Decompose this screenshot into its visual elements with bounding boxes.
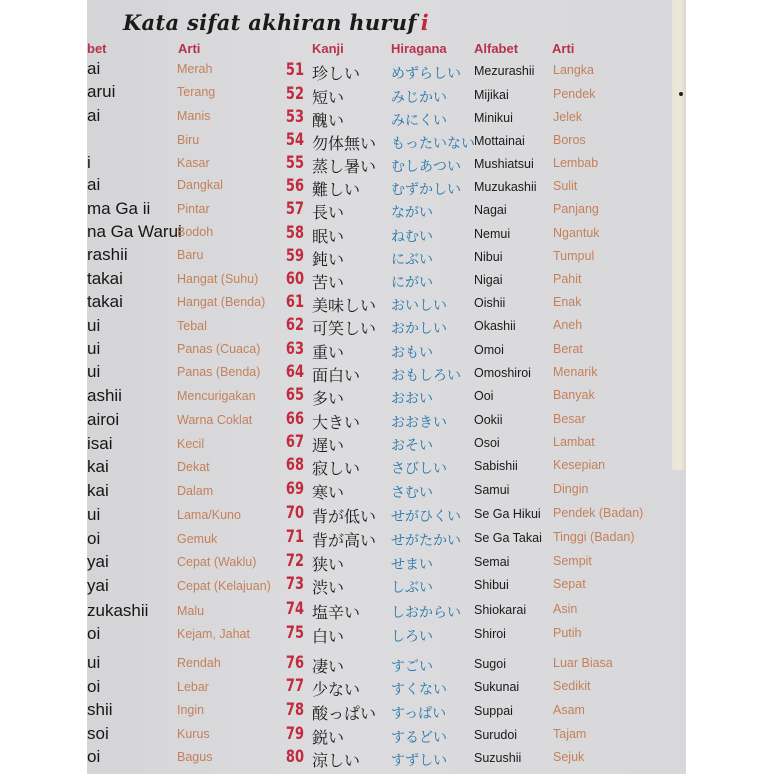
table-row [0, 385, 774, 411]
left-alfabet: oi [87, 677, 101, 696]
left-arti: Panas (Cuaca) [177, 342, 261, 356]
left-alfabet: oi [87, 747, 101, 766]
left-arti: Warna Coklat [177, 413, 253, 427]
kanji-cell: 短い [312, 88, 345, 107]
row-number: 53 [285, 107, 304, 127]
left-arti: Cepat (Kelajuan) [177, 579, 271, 593]
row-number: 78 [285, 700, 304, 720]
row-number: 72 [285, 551, 304, 571]
left-arti: Kejam, Jahat [177, 627, 250, 641]
left-alfabet: oi [87, 529, 101, 548]
table-row [0, 199, 774, 225]
left-alfabet: yai [87, 576, 109, 595]
table-row [0, 551, 774, 577]
left-arti: Merah [177, 62, 213, 76]
row-number: 54 [285, 130, 304, 150]
alfabet-cell: Semai [474, 555, 510, 569]
left-arti: Gemuk [177, 532, 218, 546]
table-row [0, 574, 774, 600]
left-arti: Dalam [177, 484, 214, 498]
row-number: 76 [285, 653, 304, 673]
table-row [0, 653, 774, 679]
arti-cell: Lambat [553, 435, 595, 449]
hiragana-cell: しぶい [391, 580, 433, 596]
table-row [0, 60, 774, 86]
left-alfabet: ma Ga ii [87, 199, 151, 218]
table-row [0, 130, 774, 156]
arti-cell: Dingin [553, 482, 589, 496]
left-alfabet: airoi [87, 410, 120, 429]
arti-cell: Kesepian [553, 458, 606, 472]
left-alfabet: zukashii [87, 601, 149, 620]
row-number: 65 [285, 385, 304, 405]
left-arti: Hangat (Benda) [177, 295, 266, 309]
alfabet-cell: Nigai [474, 273, 503, 287]
alfabet-cell: Surudoi [474, 728, 518, 742]
kanji-cell: 背が高い [312, 531, 377, 550]
kanji-cell: 涼しい [312, 751, 361, 770]
left-alfabet: rashii [87, 245, 128, 264]
arti-cell: Asin [553, 602, 578, 616]
kanji-cell: 可笑しい [312, 319, 377, 338]
arti-cell: Lembab [553, 156, 599, 170]
table-row [0, 724, 774, 750]
row-number: 75 [285, 623, 304, 643]
left-alfabet: soi [87, 724, 109, 743]
row-number: 60 [285, 269, 304, 289]
hiragana-cell: おおきい [391, 415, 447, 431]
left-alfabet: ashii [87, 386, 122, 405]
left-arti: Baru [177, 248, 204, 262]
table-row [0, 432, 774, 458]
kanji-cell: 鈍い [312, 250, 345, 269]
left-arti: Rendah [177, 656, 221, 670]
left-alfabet: ai [87, 59, 101, 78]
left-alfabet: ui [87, 316, 101, 335]
table-row [0, 107, 774, 133]
arti-cell: Ngantuk [553, 226, 600, 240]
table-row [0, 700, 774, 726]
arti-cell: Pendek (Badan) [553, 506, 644, 520]
row-number: 62 [285, 315, 304, 335]
table-row [0, 455, 774, 481]
left-arti: Ingin [177, 703, 205, 717]
arti-cell: Berat [553, 342, 583, 356]
alfabet-cell: Sabishii [474, 459, 518, 473]
hiragana-cell: せまい [391, 557, 433, 573]
header-hiragana: Hiragana [391, 41, 447, 56]
row-number: 55 [285, 153, 304, 173]
hiragana-cell: せがひくい [391, 509, 461, 525]
left-arti: Bodoh [177, 225, 214, 239]
header-right-arti: Arti [552, 41, 575, 56]
hiragana-cell: みにくい [391, 113, 447, 129]
hiragana-cell: すっぱい [391, 706, 447, 722]
row-number: 57 [285, 199, 304, 219]
left-arti: Kasar [177, 156, 210, 170]
left-alfabet: i [87, 153, 91, 172]
arti-cell: Boros [553, 133, 586, 147]
arti-cell: Luar Biasa [553, 656, 613, 670]
left-arti: Cepat (Waklu) [177, 555, 257, 569]
row-number: 52 [285, 84, 304, 104]
alfabet-cell: Muzukashii [474, 180, 537, 194]
left-alfabet: oi [87, 624, 101, 643]
hiragana-cell: さむい [391, 485, 433, 501]
arti-cell: Besar [553, 412, 586, 426]
poster-title [123, 10, 429, 35]
kanji-cell: 鋭い [312, 728, 345, 747]
row-number: 68 [285, 455, 304, 475]
title-text: Kata sifat akhiran huruf [123, 10, 417, 35]
hiragana-cell: にぶい [391, 252, 433, 268]
alfabet-cell: Shibui [474, 578, 509, 592]
left-alfabet: na Ga Warui [87, 222, 182, 241]
arti-cell: Asam [553, 703, 585, 717]
arti-cell: Enak [553, 295, 582, 309]
hiragana-cell: もったいない [391, 136, 475, 152]
kanji-cell: 難しい [312, 180, 361, 199]
left-alfabet: ui [87, 362, 101, 381]
left-arti: Terang [177, 85, 216, 99]
alfabet-cell: Omoshiroi [474, 366, 531, 380]
table-row [0, 409, 774, 435]
alfabet-cell: Nibui [474, 250, 503, 264]
kanji-cell: 狭い [312, 555, 345, 574]
alfabet-cell: Nagai [474, 203, 507, 217]
arti-cell: Tajam [553, 727, 587, 741]
alfabet-cell: Okashii [474, 319, 516, 333]
hiragana-cell: おそい [391, 438, 433, 454]
hiragana-cell: おかしい [391, 321, 447, 337]
kanji-cell: 苦い [312, 273, 345, 292]
hiragana-cell: にがい [391, 275, 433, 291]
alfabet-cell: Ookii [474, 413, 503, 427]
title-accent-letter: i [420, 10, 429, 35]
alfabet-cell: Osoi [474, 436, 500, 450]
table-row [0, 176, 774, 202]
table-row [0, 84, 774, 110]
alfabet-cell: Shiroi [474, 627, 506, 641]
kanji-cell: 面白い [312, 366, 361, 385]
kanji-cell: 渋い [312, 578, 345, 597]
hiragana-cell: ながい [391, 205, 433, 221]
kanji-cell: 多い [312, 389, 345, 408]
left-arti: Mencurigakan [177, 389, 256, 403]
table-row [0, 599, 774, 625]
left-arti: Lama/Kuno [177, 508, 241, 522]
arti-cell: Sedikit [553, 679, 591, 693]
left-alfabet: ui [87, 339, 101, 358]
left-alfabet: yai [87, 552, 109, 571]
hiragana-cell: せがたかい [391, 533, 461, 549]
arti-cell: Sulit [553, 179, 578, 193]
left-arti: Malu [177, 604, 205, 618]
kanji-cell: 背が低い [312, 507, 377, 526]
kanji-cell: 美味しい [312, 296, 377, 315]
left-arti: Pintar [177, 202, 210, 216]
kanji-cell: 眠い [312, 227, 345, 246]
hiragana-cell: みじかい [391, 90, 447, 106]
hiragana-cell: むしあつい [391, 159, 461, 175]
table-row [0, 479, 774, 505]
left-alfabet: ai [87, 106, 101, 125]
table-row [0, 269, 774, 295]
alfabet-cell: Mushiatsui [474, 157, 534, 171]
arti-cell: Menarik [553, 365, 598, 379]
left-alfabet: ui [87, 653, 101, 672]
row-number: 71 [285, 527, 304, 547]
table-row [0, 362, 774, 388]
alfabet-cell: Se Ga Takai [474, 531, 542, 545]
row-number: 59 [285, 246, 304, 266]
left-alfabet: isai [87, 434, 113, 453]
arti-cell: Panjang [553, 202, 599, 216]
left-arti: Panas (Benda) [177, 365, 261, 379]
alfabet-cell: Suppai [474, 704, 513, 718]
alfabet-cell: Mezurashii [474, 64, 535, 78]
kanji-cell: 寒い [312, 483, 345, 502]
arti-cell: Jelek [553, 110, 583, 124]
kanji-cell: 勿体無い [312, 134, 377, 153]
kanji-cell: 重い [312, 343, 345, 362]
header-left-arti: Arti [178, 41, 201, 56]
left-alfabet: kai [87, 481, 109, 500]
kanji-cell: 酸っぱい [312, 704, 377, 723]
row-number: 73 [285, 574, 304, 594]
row-number: 70 [285, 503, 304, 523]
arti-cell: Putih [553, 626, 582, 640]
alfabet-cell: Minikui [474, 111, 513, 125]
alfabet-cell: Ooi [474, 389, 494, 403]
table-row [0, 153, 774, 179]
table-row [0, 527, 774, 553]
arti-cell: Tinggi (Badan) [553, 530, 635, 544]
arti-cell: Sempit [553, 554, 592, 568]
hiragana-cell: すずしい [391, 753, 448, 769]
arti-cell: Banyak [553, 388, 595, 402]
kanji-cell: 大きい [312, 413, 361, 432]
table-row [0, 623, 774, 649]
hiragana-cell: ねむい [391, 229, 433, 245]
alfabet-cell: Oishii [474, 296, 506, 310]
arti-cell: Aneh [553, 318, 583, 332]
table-row [0, 676, 774, 702]
arti-cell: Pahit [553, 272, 582, 286]
alfabet-cell: Se Ga Hikui [474, 507, 541, 521]
left-arti: Dangkal [177, 178, 223, 192]
left-arti: Lebar [177, 680, 209, 694]
kanji-cell: 塩辛い [312, 603, 361, 622]
left-alfabet: takai [87, 269, 123, 288]
alfabet-cell: Sukunai [474, 680, 520, 694]
row-number: 77 [285, 676, 304, 696]
header-kanji: Kanji [312, 41, 344, 56]
hiragana-cell: すくない [391, 682, 447, 698]
table-row [0, 339, 774, 365]
kanji-cell: 醜い [312, 111, 345, 130]
header-left-alfabet: bet [87, 41, 107, 56]
alfabet-cell: Samui [474, 483, 510, 497]
left-arti: Kurus [177, 727, 210, 741]
table-row [0, 223, 774, 249]
alfabet-cell: Mijikai [474, 88, 509, 102]
kanji-cell: 凄い [312, 657, 345, 676]
alfabet-cell: Mottainai [474, 134, 525, 148]
hiragana-cell: おもい [391, 345, 433, 361]
row-number: 58 [285, 223, 304, 243]
hiragana-cell: するどい [391, 730, 447, 746]
row-number: 63 [285, 339, 304, 359]
hiragana-cell: おもしろい [391, 368, 461, 384]
arti-cell: Tumpul [553, 249, 595, 263]
row-number: 80 [285, 747, 304, 767]
left-arti: Manis [177, 109, 211, 123]
hiragana-cell: しろい [391, 629, 433, 645]
alfabet-cell: Shiokarai [474, 603, 527, 617]
left-arti: Bagus [177, 750, 213, 764]
hiragana-cell: しおからい [391, 605, 461, 621]
alfabet-cell: Omoi [474, 343, 504, 357]
alfabet-cell: Sugoi [474, 657, 506, 671]
hiragana-cell: すごい [391, 659, 433, 675]
left-alfabet: ui [87, 505, 101, 524]
row-number: 67 [285, 432, 304, 452]
left-alfabet: ai [87, 175, 101, 194]
left-alfabet: arui [87, 82, 116, 101]
row-number: 56 [285, 176, 304, 196]
hiragana-cell: むずかしい [391, 182, 461, 198]
hiragana-cell: おいしい [391, 298, 447, 314]
hiragana-cell: さびしい [391, 461, 447, 477]
kanji-cell: 蒸し暑い [312, 157, 377, 176]
row-number: 64 [285, 362, 304, 382]
table-row [0, 292, 774, 318]
header-right-alfabet: Alfabet [474, 41, 519, 56]
row-number: 51 [285, 60, 304, 80]
left-alfabet: kai [87, 457, 109, 476]
alfabet-cell: Nemui [474, 227, 511, 241]
left-arti: Biru [177, 133, 200, 147]
kanji-cell: 白い [312, 627, 345, 646]
kanji-cell: 長い [312, 203, 345, 222]
row-number: 79 [285, 724, 304, 744]
left-alfabet: shii [87, 700, 113, 719]
kanji-cell: 寂しい [312, 459, 361, 478]
row-number: 69 [285, 479, 304, 499]
hiragana-cell: めずらしい [391, 66, 461, 82]
left-alfabet: takai [87, 292, 123, 311]
arti-cell: Pendek [553, 87, 596, 101]
left-arti: Tebal [177, 319, 207, 333]
table-row [0, 747, 774, 773]
kanji-cell: 珍しい [312, 64, 361, 83]
table-row [0, 246, 774, 272]
arti-cell: Langka [553, 63, 595, 77]
table-row [0, 503, 774, 529]
arti-cell: Sepat [553, 577, 586, 591]
kanji-cell: 少ない [312, 680, 361, 699]
arti-cell: Sejuk [553, 750, 585, 764]
kanji-cell: 遅い [312, 436, 345, 455]
row-number: 74 [285, 599, 304, 619]
left-arti: Kecil [177, 437, 205, 451]
left-arti: Hangat (Suhu) [177, 272, 259, 286]
row-number: 66 [285, 409, 304, 429]
left-arti: Dekat [177, 460, 210, 474]
row-number: 61 [285, 292, 304, 312]
table-row [0, 315, 774, 341]
hiragana-cell: おおい [391, 391, 433, 407]
alfabet-cell: Suzushii [474, 751, 522, 765]
